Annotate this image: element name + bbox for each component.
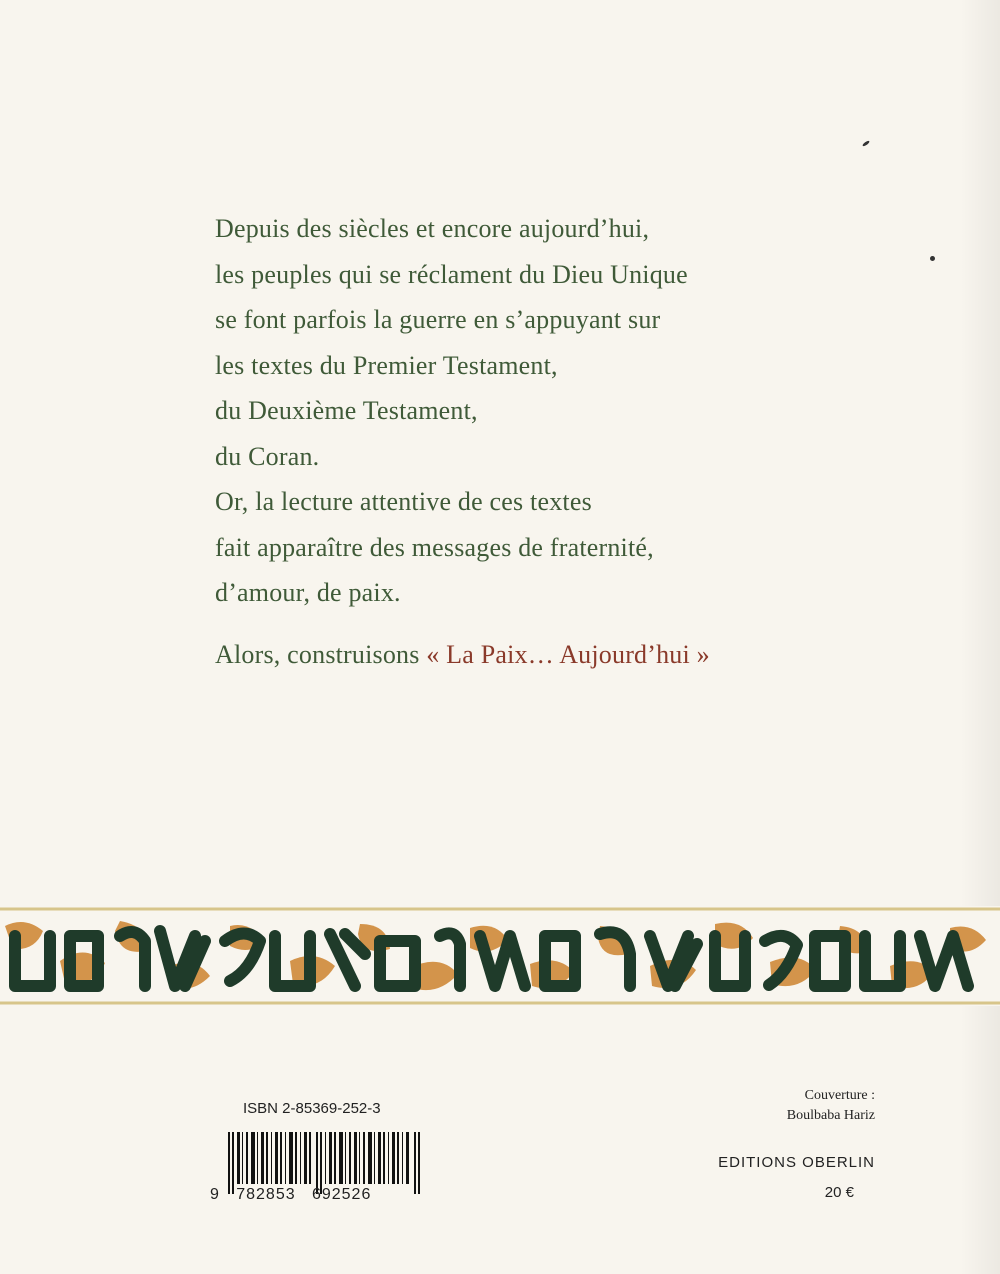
poem-line: du Coran. [215, 441, 320, 471]
poem-line: Depuis des siècles et encore aujourd’hui, [215, 214, 650, 243]
publisher: EDITIONS OBERLIN [718, 1154, 875, 1171]
isbn: ISBN 2-85369-252-3 [243, 1100, 381, 1117]
cover-credit [787, 1086, 875, 1126]
paper-speck [862, 140, 870, 147]
poem-line: se font parfois la guerre en s’appuyant sur [215, 305, 661, 334]
page-edge [960, 0, 1000, 1274]
price: 20 € [824, 1184, 854, 1201]
poem-line: les textes du Premier Testament, [215, 350, 558, 380]
credit-label: Couverture : [804, 1088, 875, 1103]
poem-line: fait apparaître des messages de fraternité, [215, 532, 654, 562]
barcode [228, 1132, 420, 1194]
book-title-quote: « La Paix… Aujourd’hui » [426, 640, 710, 669]
closing-lead: Alors, construisons [215, 640, 427, 669]
closing-line [215, 640, 710, 670]
poem-line: Or, la lecture attentive de ces textes [215, 487, 592, 516]
poem-line: d’amour, de paix. [215, 578, 401, 607]
poem-line: les peuples qui se réclament du Dieu Unique [215, 259, 688, 289]
paper-speck [930, 256, 935, 261]
poem-line: du Deuxième Testament, [215, 396, 478, 425]
barcode-number: 9 782853 692526 [210, 1186, 372, 1203]
poem-text [215, 206, 688, 616]
credit-name: Boulbaba Hariz [786, 1108, 875, 1123]
calligraphy-band [0, 906, 1000, 1006]
